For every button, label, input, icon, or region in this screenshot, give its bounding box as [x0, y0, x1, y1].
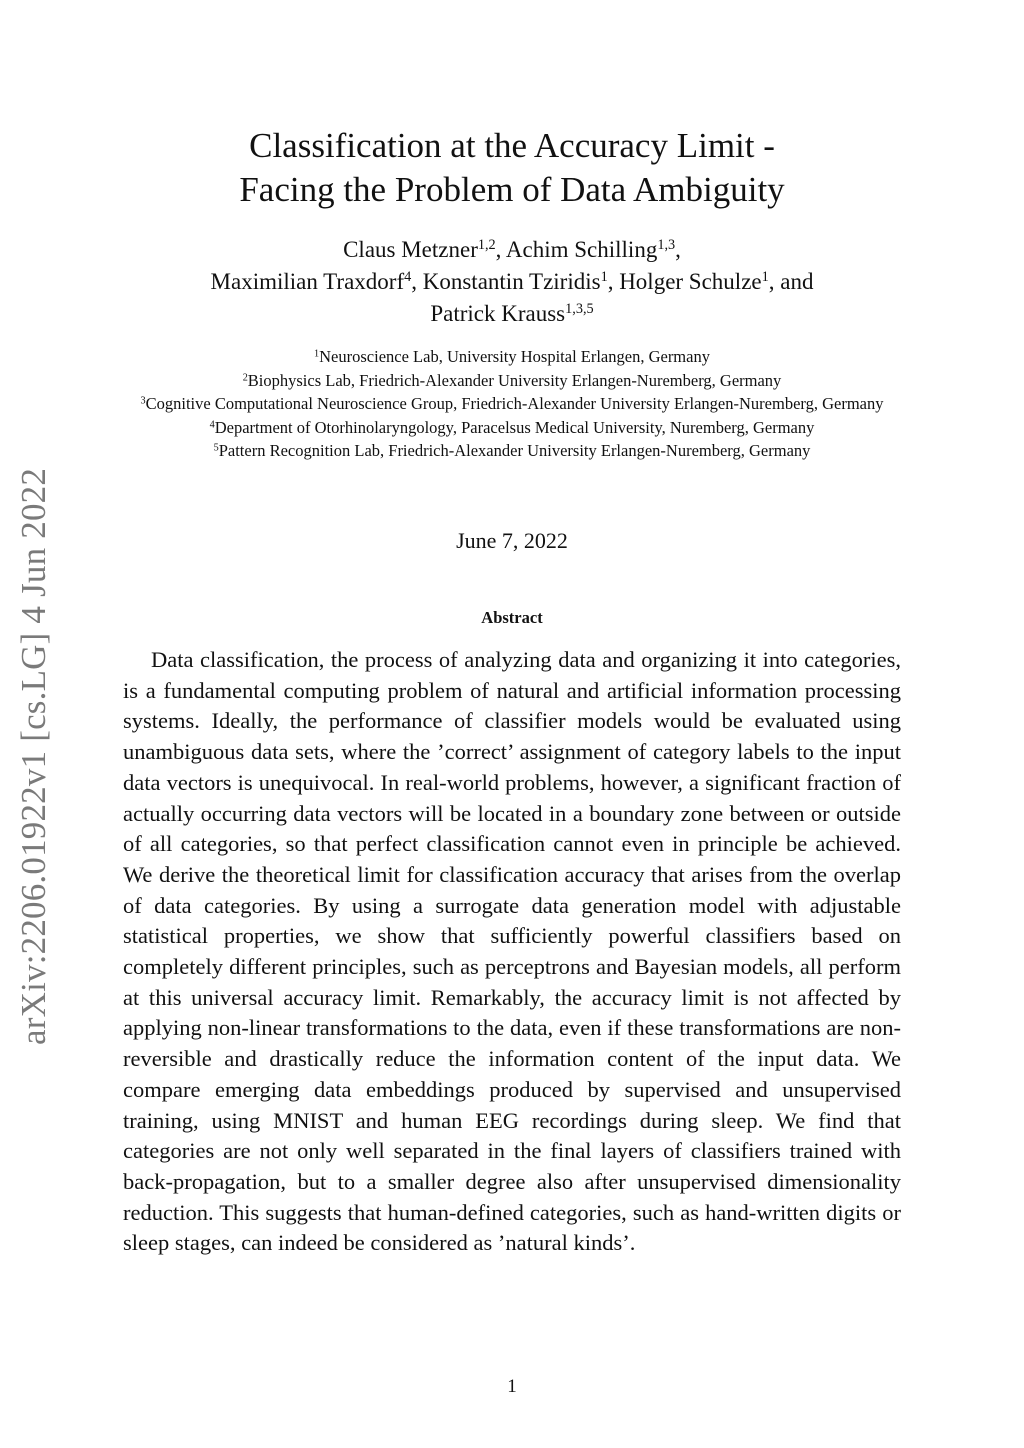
affiliation-text: Department of Otorhinolaryngology, Paracelsus Medical University, Nuremberg, Germany — [214, 417, 815, 437]
author-name: Konstantin Tziridis — [422, 269, 601, 294]
author-line-1 — [0, 234, 1024, 266]
author-separator: , — [607, 269, 620, 294]
author-name: Achim Schilling — [505, 237, 658, 262]
affiliation-item — [80, 439, 944, 463]
title-line-1: Classification at the Accuracy Limit - — [249, 126, 775, 165]
arxiv-identifier: arXiv:2206.01922v1 [cs.LG] 4 Jun 2022 — [14, 467, 53, 1045]
author-affiliation-marker: 4 — [404, 269, 412, 286]
author-separator: , — [675, 237, 681, 262]
author-name: Claus Metzner — [343, 237, 478, 262]
page-number: 1 — [507, 1376, 517, 1397]
affiliation-number: 4 — [209, 418, 215, 430]
author-affiliation-marker: 1,2 — [477, 237, 496, 254]
affiliation-number: 3 — [140, 395, 146, 407]
author-name: Maximilian Traxdorf — [210, 269, 405, 294]
author-affiliation-marker: 1,3 — [657, 237, 676, 254]
author-separator: , — [411, 269, 423, 294]
affiliation-list — [80, 345, 944, 463]
affiliation-number: 1 — [314, 348, 320, 360]
author-affiliation-marker: 1 — [761, 269, 769, 286]
abstract-heading: Abstract — [481, 608, 543, 627]
author-affiliation-marker: 1,3,5 — [565, 301, 594, 318]
affiliation-text: Biophysics Lab, Friedrich-Alexander University Erlangen-Nuremberg, Germany — [247, 370, 782, 390]
affiliation-number: 2 — [242, 371, 248, 383]
affiliation-item — [80, 392, 944, 416]
affiliation-text: Cognitive Computational Neuroscience Group, Friedrich-Alexander University Erlangen-Nuremberg, Germany — [145, 394, 884, 413]
affiliation-text: Pattern Recognition Lab, Friedrich-Alexander University Erlangen-Nuremberg, Germany — [218, 441, 811, 460]
affiliation-number: 5 — [213, 442, 219, 454]
author-separator: , — [495, 237, 506, 262]
publication-date: June 7, 2022 — [456, 528, 568, 553]
affiliation-item — [80, 345, 944, 369]
affiliation-item — [80, 416, 944, 440]
author-affiliation-marker: 1 — [600, 269, 608, 286]
affiliation-item — [80, 369, 944, 393]
author-line-2 — [0, 266, 1024, 298]
paper-title — [0, 124, 1024, 212]
author-name: Patrick Krauss — [430, 301, 566, 326]
title-line-2: Facing the Problem of Data Ambiguity — [239, 170, 785, 209]
author-name: Holger Schulze — [619, 269, 762, 294]
abstract-text: Data classification, the process of analyzing data and organizing it into categories, is a fundamental computing problem of natural and artificial information processing systems. Ideally, the performance of classifier models would be evaluated using unambiguous data sets, where the ’correct’ assignment of category labels to the input data vectors is unequivocal. In real-world problems, however, a significant fraction of actually occurring data vectors will be located in a boundary zone between or outside of all categories, so that perfect classification cannot even in principle be achieved. We derive the theoretical limit for classification accuracy that arises from the overlap of data categories. By using a surrogate data generation model with adjustable statistical properties, we show that sufficiently powerful classifiers based on completely different principles, such as perceptrons and Bayesian models, all perform at this universal accuracy limit. Remarkably, the accuracy limit is not affected by applying non-linear transformations to the data, even if these transformations are non-reversible and drastically reduce the information content of the input data. We compare emerging data embeddings produced by supervised and unsupervised training, using MNIST and human EEG recordings during sleep. We find that categories are not only well separated in the final layers of classifiers trained with back-propagation, but to a smaller degree also after unsupervised dimensionality reduction. This suggests that human-defined categories, such as hand-written digits or sleep stages, can indeed be considered as ’natural kinds’. — [123, 647, 901, 1256]
author-line-3 — [0, 298, 1024, 330]
author-list — [0, 234, 1024, 330]
author-separator: , and — [768, 269, 814, 294]
affiliation-text: Neuroscience Lab, University Hospital Erlangen, Germany — [319, 347, 710, 366]
